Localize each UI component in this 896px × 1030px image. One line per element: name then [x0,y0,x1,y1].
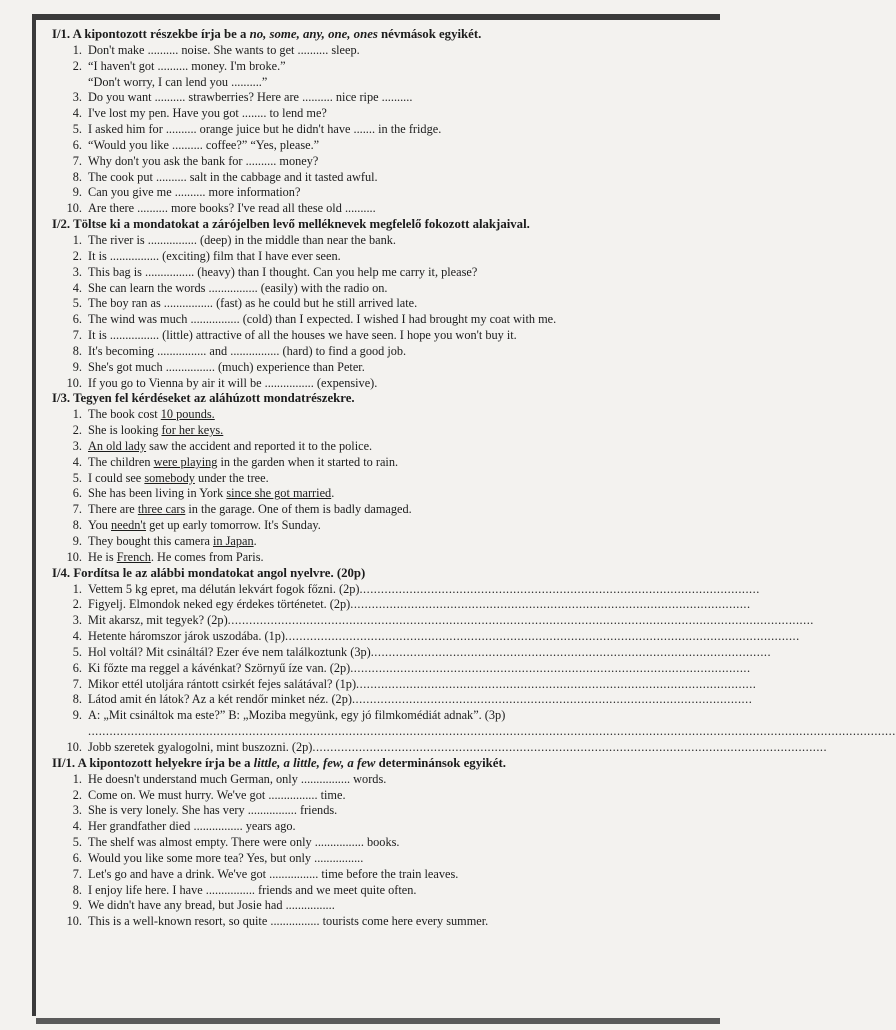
exercise-item: 5. I asked him for .......... orange juice but he didn't have ....... in the fridge. [72,122,442,137]
exercise-item: 6. She has been living in York since she got married. [72,486,335,501]
answer-line: ................................................................................................................ [370,644,772,659]
exercise-item: 8. The cook put .......... salt in the cabbage and it tasted awful. [72,169,378,184]
translation-item: 7. Mikor ettél utoljára rántott csirkét fejes salátával? (1p) ................................................................................................................ [72,676,757,691]
exercise-item: 8. I enjoy life here. I have ................ friends and we meet quite often. [72,882,417,897]
exercise-item: 6. Would you like some more tea? Yes, but only ................ [72,850,364,865]
exercise-item: 4. I've lost my pen. Have you got ........ to lend me? [72,106,327,121]
section-heading: I/3. Tegyen fel kérdéseket az aláhúzott mondatrészekre. [52,391,355,406]
section-i4 [52,565,896,756]
exercise-item: “Don't worry, I can lend you ..........” [88,74,268,89]
bottom-border [36,1018,720,1024]
answer-line: .................................................................................................................................................................... [227,613,814,628]
answer-line: ................................................................................................................ [351,692,753,707]
exercise-item: 3. She is very lonely. She has very ................ friends. [72,803,338,818]
section-ii1 [52,756,716,930]
exercise-item: 8. It's becoming ................ and ................ (hard) to find a good job. [72,343,407,358]
answer-line: ................................................................................................................................................ [312,739,828,754]
exercise-item: 7. Why don't you ask the bank for .......... money? [72,153,319,168]
exercise-item: 5. The shelf was almost empty. There were only ................ books. [72,835,400,850]
section-heading: I/1. A kipontozott részekbe írja be a no, some, any, one, ones névmások egyikét. [52,27,482,41]
section-i1 [52,27,716,217]
exercise-item: 10. This is a well-known resort, so quite ................ tourists come here every summer. [66,914,489,929]
exercise-item: 4. The children were playing in the garden when it started to rain. [72,454,399,469]
exercise-item: 9. Can you give me .......... more information? [72,185,301,200]
exercise-item: 3. Do you want .......... strawberries? Here are .......... nice ripe .......... [72,90,413,105]
underlined-phrase: were playing [153,454,218,469]
translation-item: 4. Hetente háromszor járok uszodába. (1p) ................................................................................................................................................ [72,629,800,644]
exercise-item: 9. She's got much ................ (much) experience than Peter. [72,359,365,374]
translation-item: 8. Látod amit én látok? Az a két rendőr minket néz. (2p) ................................................................................................................ [72,692,753,707]
exercise-item: 3. An old lady saw the accident and reported it to the police. [72,438,373,453]
underlined-phrase: needn't [111,518,147,533]
translation-item: 10. Jobb szeretek gyalogolni, mint buszozni. (2p) ................................................................................................................................................ [66,739,828,754]
exercise-item: 6. The wind was much ................ (cold) than I expected. I wished I had brought my coat with me. [72,312,557,327]
worksheet [52,27,896,930]
exercise-item: 8. You needn't get up early tomorrow. It's Sunday. [72,518,321,533]
answer-line: ................................................................................................................ [350,597,751,612]
underlined-phrase: An old lady [88,438,147,453]
exercise-item: 2. “I haven't got .......... money. I'm broke.” [72,58,286,73]
exercise-item: 10. He is French. He comes from Paris. [66,549,264,564]
answer-line: ................................................................................................................ [359,581,760,596]
exercise-item: 7. Let's go and have a drink. We've got ................ time before the train leaves. [72,866,459,881]
answer-line: ................................................................................................................ [350,660,751,675]
translation-item: 5. Hol voltál? Mit csináltál? Ezer éve nem találkoztunk (3p) ................................................................................................................ [72,644,772,659]
exercise-item: 10. Are there .......... more books? I've read all these old .......... [66,201,376,216]
exercise-item: 9. We didn't have any bread, but Josie had ................ [72,898,335,913]
exercise-item: 10. If you go to Vienna by air it will be ................ (expensive). [66,375,378,390]
exercise-item: 1. The book cost 10 pounds. [72,407,215,422]
exercise-item: 9. They bought this camera in Japan. [72,534,257,548]
exercise-item: 5. The boy ran as ................ (fast) as he could but he still arrived late. [72,296,418,311]
exercise-item: 1. Don't make .......... noise. She wants to get .......... sleep. [72,42,360,57]
section-heading: I/2. Töltse ki a mondatokat a zárójelben levő melléknevek megfelelő fokozott alakjaival. [52,217,530,232]
translation-item: 3. Mit akarsz, mit tegyek? (2p) .................................................................................................................................................................... [72,613,814,628]
exercise-item: 7. It is ................ (little) attractive of all the houses we have seen. I hope you won't buy it. [72,328,517,343]
translation-item: 2. Figyelj. Elmondok neked egy érdekes történetet. (2p) ................................................................................................................ [72,597,751,612]
exercise-item: 1. The river is ................ (deep) in the middle than near the bank. [72,232,397,247]
exercise-item: 2. She is looking for her keys. [72,423,224,438]
translation-item: 1. Vettem 5 kg epret, ma délután lekvárt fogok főzni. (2p) ................................................................................................................ [72,581,760,596]
left-border [32,14,36,1016]
section-heading: II/1. A kipontozott helyekre írja be a little, a little, few, a few determinánsok egyikét. [52,755,506,770]
translation-item: 9. A: „Mit csináltok ma este?” B: „Moziba megyünk, egy jó filmkomédiát adnak”. (3p) [72,708,506,723]
exercise-item: 4. Her grandfather died ................ years ago. [72,819,296,834]
answer-line: ................................................................................................................................................ [285,629,800,644]
exercise-item: 4. She can learn the words ................ (easily) with the radio on. [72,280,388,295]
exercise-item: 2. Come on. We must hurry. We've got ................ time. [72,787,346,802]
underlined-phrase: somebody [144,470,195,485]
underlined-phrase: since she got married [226,486,332,501]
underlined-phrase: French [116,549,151,564]
exercise-item: 2. It is ................ (exciting) film that I have ever seen. [72,248,341,263]
exercise-item: 7. There are three cars in the garage. One of them is badly damaged. [72,502,412,517]
exercise-item: 6. “Would you like .......... coffee?” “Yes, please.” [72,137,320,152]
underlined-phrase: three cars [137,502,186,517]
section-i3 [52,391,716,565]
translation-item: 6. Ki főzte ma reggel a kávénkat? Szörnyű íze van. (2p) ................................................................................................................ [72,660,751,675]
section-i2 [52,217,716,391]
top-border [36,14,720,20]
underlined-phrase: 10 pounds. [160,407,215,422]
exercise-item: 5. I could see somebody under the tree. [72,470,269,485]
underlined-phrase: in Japan [212,534,254,548]
answer-line: ................................................................................................................ [356,676,757,691]
exercise-item: 3. This bag is ................ (heavy) than I thought. Can you help me carry it, please? [72,264,478,279]
exercise-item: 1. He doesn't understand much German, only ................ words. [72,771,387,786]
underlined-phrase: for her keys. [161,423,224,438]
answer-line: .................................................................................................................................................................................................................................. [88,724,896,739]
section-heading: I/4. Fordítsa le az alábbi mondatokat angol nyelvre. (20p) [52,565,366,580]
